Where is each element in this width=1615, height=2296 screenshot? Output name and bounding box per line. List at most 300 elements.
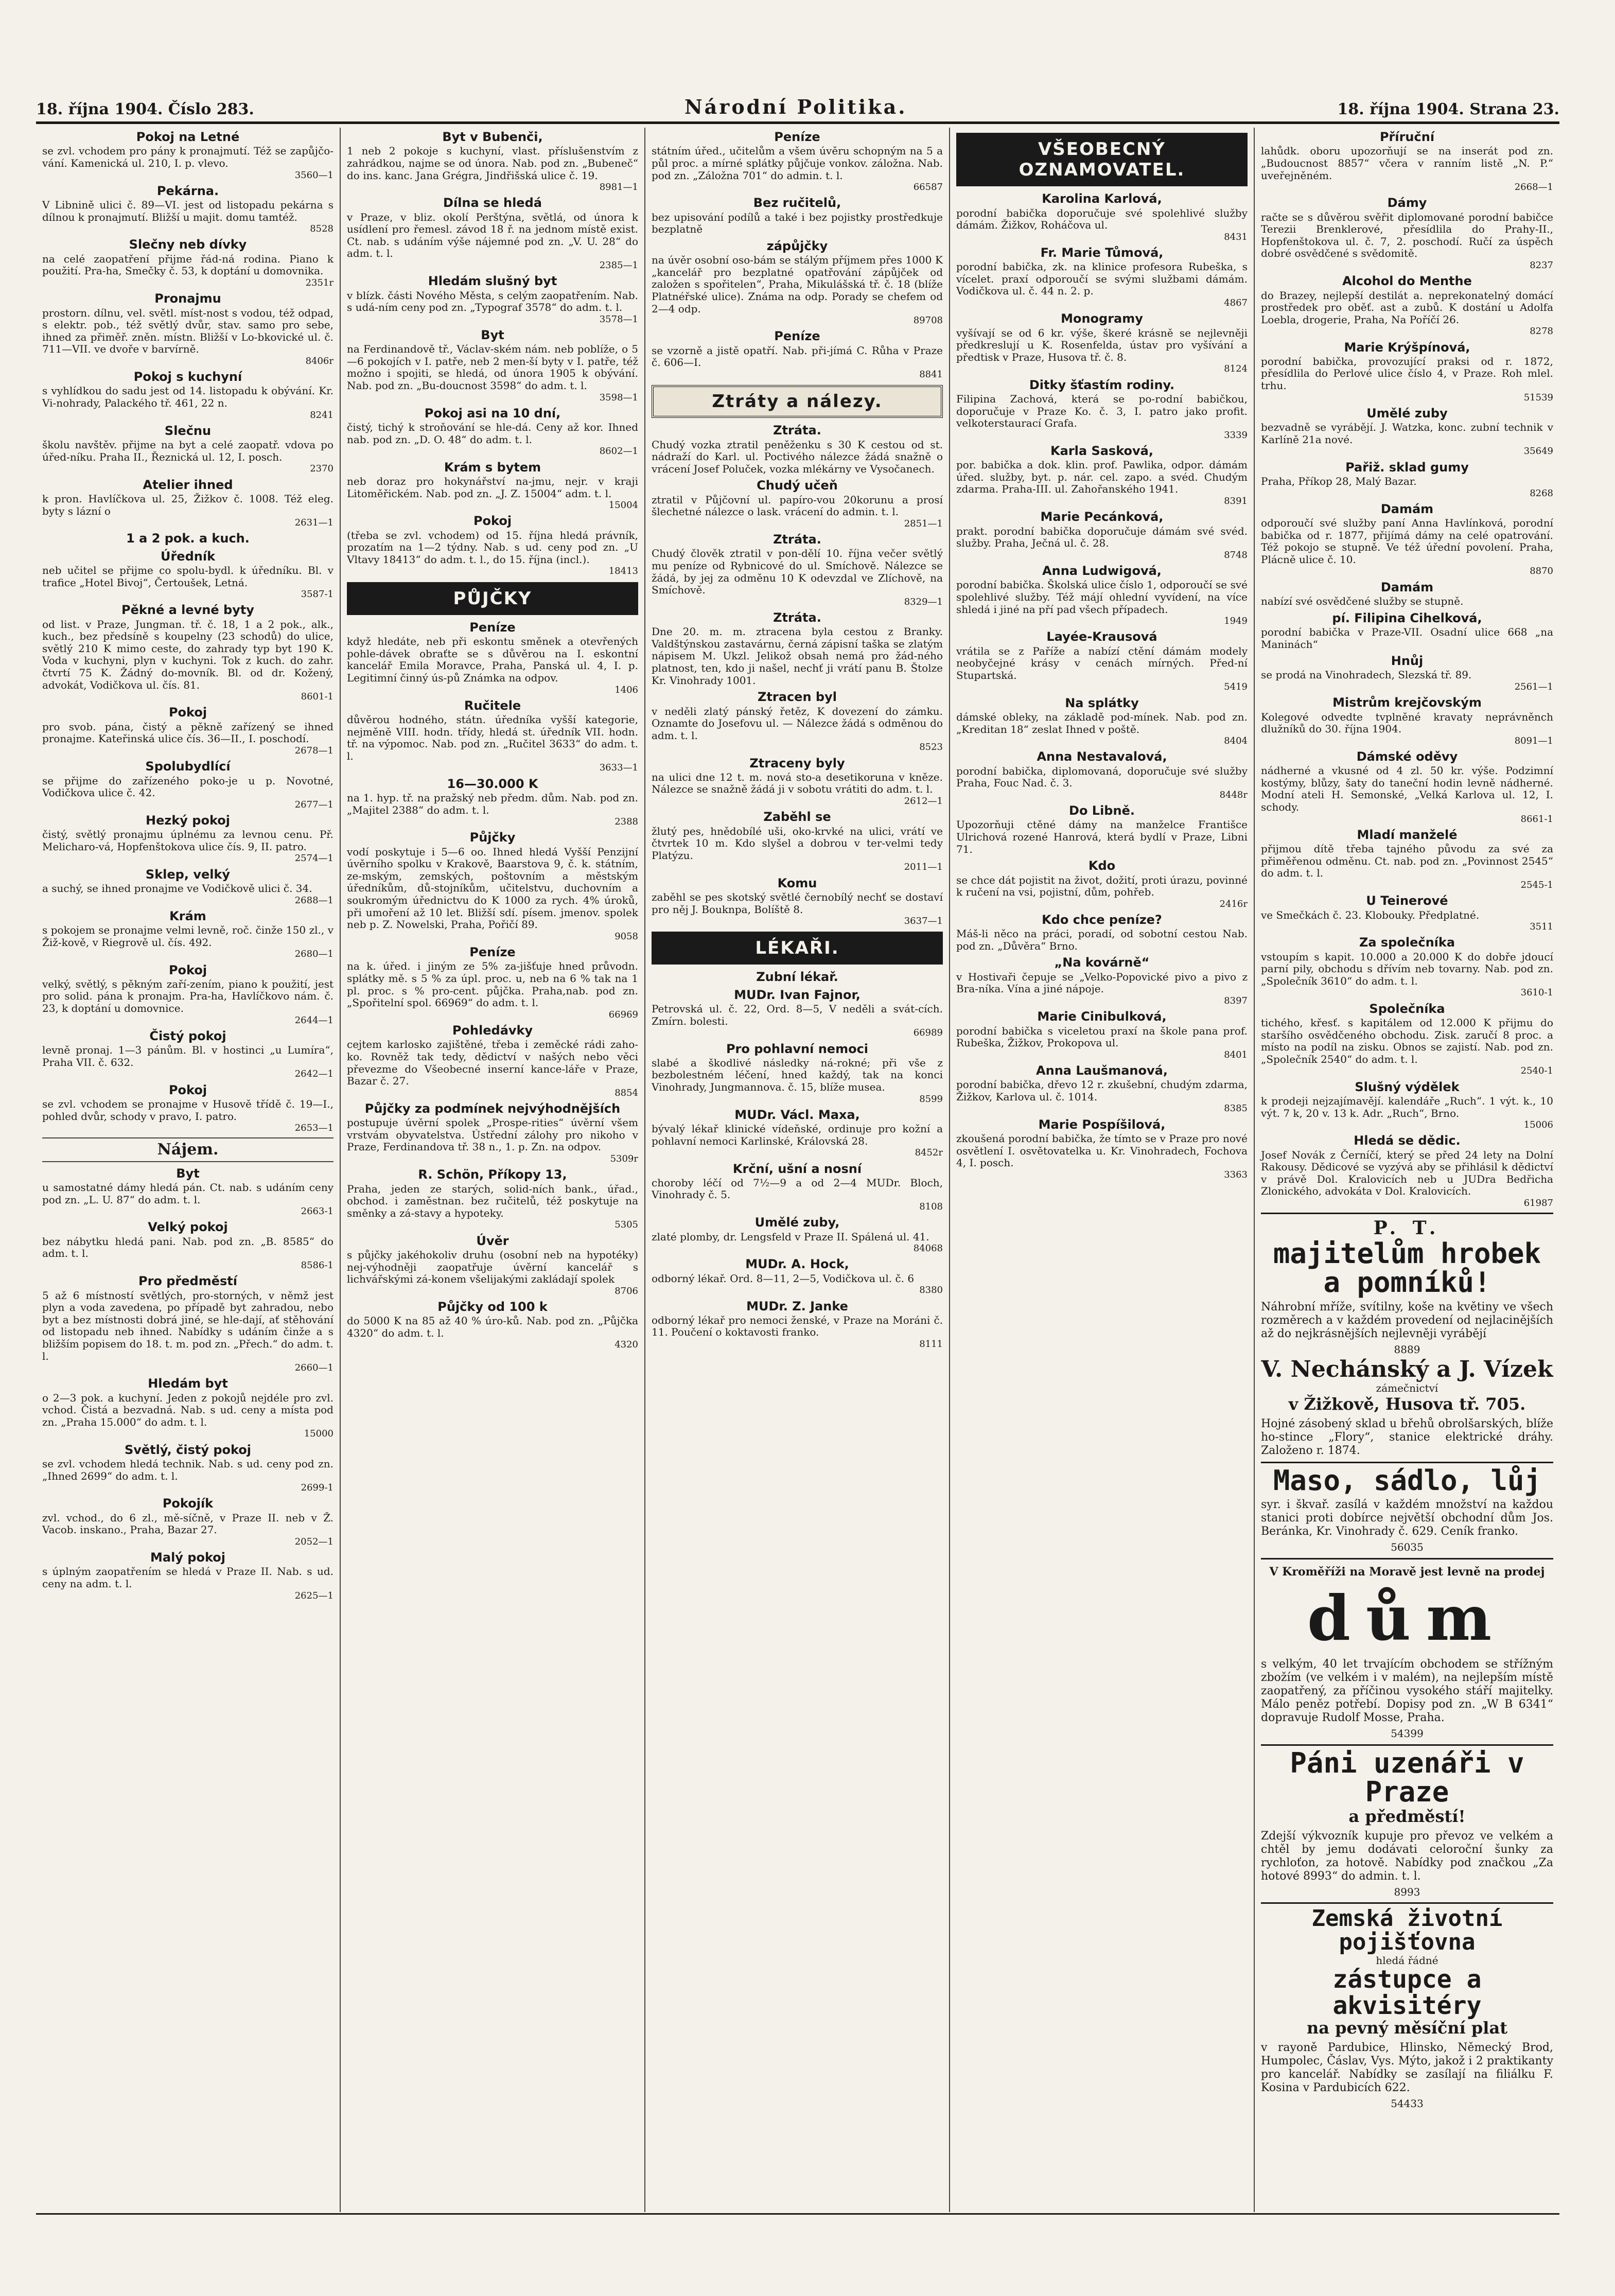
ad-number: 8601-1: [301, 691, 333, 703]
classified-ad: [652, 756, 943, 807]
kromeriz-line: V Kroměříži na Moravě jest levně na prodej: [1269, 1565, 1545, 1579]
classified-ad: [347, 514, 638, 576]
ad-number: 8870: [1530, 566, 1553, 577]
ad-title: Peníze: [774, 329, 820, 344]
ad-title: Monogramy: [1061, 311, 1143, 326]
newspaper-title: Národní Politika.: [684, 95, 907, 118]
ad-number: 8748: [1224, 549, 1248, 560]
ad-text: odborný lékař. Ord. 8—11, 2—5, Vodičkova ul. č. 6: [652, 1272, 915, 1285]
ad-title: Úředník: [160, 549, 216, 564]
ad-text: choroby léčí od 7½—9 a od 2—4 MUDr. Bloch, Vinohrady č. 5.: [652, 1176, 943, 1201]
ad-text: na Ferdinandově tř., Václav-ském nám. neb poblíže, o 5—6 pokojích v I. patře, neb 2 men-ší byty v I. patře, též možno i spojiti, se hledá, od února 1905 k obývání. Nab. pod zn. „Bu-doucnost 3598“ do adm. t. l.: [347, 343, 638, 392]
ad-title: Sklep, velký: [145, 867, 231, 882]
tomb-headline: majitelům hrobek a pomníků!: [1273, 1237, 1541, 1299]
ad-title: Čistý pokoj: [149, 1028, 226, 1043]
classified-ad: [42, 1496, 333, 1547]
ad-title: Byt v Bubenči,: [442, 130, 543, 144]
ad-text: bez nábytku hledá pani. Nab. pod zn. „B. 8585“ do adm. t. l.: [42, 1235, 333, 1260]
ad-text: lahůdk. oboru upozorňují se na inserát pod zn. „Budoucnost 8857“ včera v ranním listě „N. P.“ uveřejněném.: [1261, 145, 1553, 182]
classified-ad: [956, 1063, 1248, 1114]
insurance-headline: Zemská životní pojišťovna: [1311, 1905, 1503, 1956]
ad-number: 8241: [310, 409, 333, 420]
ad-text: neb doraz pro hokynářství na-jmu, nejr. v kraji Litoměřickém. Nab. pod zn. „J. Z. 15004“ adm. t. l.: [347, 475, 638, 500]
classified-ad: [42, 370, 333, 420]
classified-ad: [652, 690, 943, 752]
ad-number: 2545-1: [1520, 880, 1553, 890]
section-heading: Nájem.: [42, 1137, 333, 1162]
ad-text: porodní babička. Školská ulice číslo 1, odporoučí se své spolehlivé služby. Též májí ohlední vyvídení, na více shledá i jiné na pří pad všech případech.: [956, 579, 1248, 616]
classified-ad: [42, 963, 333, 1026]
classified-ad: [1261, 893, 1553, 932]
classified-ad: [652, 130, 943, 192]
meat-num: 56035: [1391, 1541, 1424, 1554]
ad-title: Hnůj: [1391, 654, 1424, 669]
ad-title: Mistrům krejčovským: [1332, 695, 1482, 710]
ad-text: dámské obleky, na základě pod-mínek. Nab. pod zn. „Kreditan 18“ zeslat Ihned v poště.: [956, 710, 1248, 735]
ad-text: 5 až 6 místností světlých, pro-storných, v němž jest plyn a voda zavedena, po případě byt zahradou, nebo byt a bez místnosti dobrá jiné, se hle-dají, ať stěhování od listopadu neb ihned. Nabídky s udáním činže a s bližším popisem do 18. t. m. pod zn. „Přech.“ do adm. t. l.: [42, 1289, 333, 1362]
classified-ad: [956, 803, 1248, 855]
ad-title: Ztráta.: [773, 610, 821, 625]
ad-text: se zvl. vchodem se pronajme v Husově třídě č. 19—I., pohled dvůr, schody v pravo, I. patro.: [42, 1097, 333, 1123]
ad-title: Půjčky: [469, 830, 516, 845]
classified-ad: [652, 239, 943, 326]
ad-text: porodní babička, diplomovaná, doporučuje své služby Praha, Fouc Nad. č. 3.: [956, 764, 1248, 790]
classified-ad: [1261, 1133, 1553, 1208]
ad-text: porodní babička, dřevo 12 r. zkušební, chudým zdarma, Žižkov, Karlova ul. č. 1014.: [956, 1078, 1248, 1103]
ad-title: Ztraceny byly: [749, 756, 845, 770]
column-4: [950, 128, 1255, 2212]
ad-title: Krám: [169, 908, 206, 923]
ad-title: Layée-Krausová: [1046, 629, 1157, 644]
ad-number: 4867: [1224, 297, 1248, 309]
classified-ad: [956, 1009, 1248, 1060]
ad-text: s pokojem se pronajme velmi levně, roč. činže 150 zl., v Žiž-kově, v Riegrově ul. čís. 492.: [42, 924, 333, 949]
column-1: [36, 128, 341, 2212]
ad-number: 61987: [1523, 1198, 1553, 1209]
ad-title: Příruční: [1379, 130, 1435, 144]
classified-ad: [652, 478, 943, 529]
classified-ad: [1261, 130, 1553, 192]
ad-text: na celé zaopatření přijme řád-ná rodina. Piano k použití. Pra-ha, Smečky č. 53, k doptání u domovnika.: [42, 252, 333, 277]
ad-number: 2688—1: [294, 895, 333, 906]
ad-number: 3598—1: [599, 392, 638, 403]
ad-text: porodní babička doporučuje své spolehlivé služby dámám. Žižkov, Roháčova ul.: [956, 206, 1248, 232]
ad-title: Dámy: [1387, 196, 1427, 211]
ad-title: 16—30.000 K: [447, 776, 538, 791]
ad-text: tichého, křesť. s kapitálem od 12.000 K přijmu do staršího osvědčeného obchodu. Zisk. zaručí 8 proc. a místo na podíl na zisku. Obnos se zajistí. Nab. pod zn. „Společník 2540“ do adm. t. l.: [1261, 1016, 1553, 1065]
ad-text: o 2—3 pok. a kuchyní. Jeden z pokojů nejdéle pro zvl. vchod. Čistá a bezvadná. Nab. s ud. ceny a místa pod zn. „Praha 15.000“ do adm. t. l.: [42, 1391, 333, 1428]
ad-title: Byt: [481, 327, 504, 342]
ad-title: U Teinerové: [1366, 893, 1448, 908]
ad-number: 2574—1: [294, 853, 333, 864]
ad-number: 8706: [615, 1285, 638, 1296]
ad-number: 2370: [310, 463, 333, 475]
classified-ad: [42, 237, 333, 288]
ad-text: s půjčky jakéhokoliv druhu (osobní neb na hypotéky) nej-výhodněji zaopatřuje úvěrní kancelář s lichvářskými zá-konem všelijakými zakládají spolek: [347, 1248, 638, 1286]
ad-text: zkoušená porodní babička, že tímto se v Praze pro nové osvětlení I. osvětovatelka u. Kr. Vinohradech, Fochova 4, I. posch.: [956, 1132, 1248, 1169]
ad-number: 1406: [615, 684, 638, 695]
classified-ad: [42, 291, 333, 366]
ad-number: 3339: [1224, 429, 1248, 441]
tomb-num: 8889: [1394, 1343, 1420, 1356]
ad-text: na úvěr osobní oso-bám se stálým příjmem přes 1000 K „kancelář pro bezplatné opatřování zápůjček od založen s spořitelen“, Praha, Mikulášská tř. č. 18 (blíže Platnéřské ulice). Známa na odp. Porady se chefem od 2—4 odp.: [652, 254, 943, 315]
butchers-sub: a předměstí!: [1348, 1807, 1466, 1827]
ad-title: zápůjčky: [766, 238, 828, 253]
column-3: [645, 128, 950, 2212]
classified-ad: [956, 510, 1248, 560]
header-left: 18. října 1904. Číslo 283.: [36, 100, 254, 118]
agents-headline: zástupce a akvisitéry: [1332, 1965, 1482, 2020]
ad-title: Hezký pokoj: [146, 813, 230, 828]
ad-number: 2653—1: [294, 1123, 333, 1134]
ad-number: 89708: [913, 315, 943, 326]
ad-text: u samostatné dámy hledá pán. Ct. nab. s udáním ceny pod zn. „L. U. 87“ do adm. t. l.: [42, 1181, 333, 1206]
ad-text: V Libnině ulici č. 89—VI. jest od listopadu pekárna s dílnou k pronajmutí. Bližší u majit. domu tamtéž.: [42, 199, 333, 223]
ad-title: Pokojík: [162, 1496, 214, 1511]
classified-ad: [347, 1234, 638, 1296]
classified-ad: [956, 378, 1248, 441]
ad-title: Pokoj na Letné: [136, 130, 240, 144]
ad-number: 8111: [919, 1339, 943, 1350]
ad-text: Upozorňuji ctěné dámy na manželce Františce Ulrichová rozené Hanrová, která bydlí v Praze, Libni 71.: [956, 818, 1248, 855]
classified-ad: [42, 1443, 333, 1494]
ad-title: Hledám byt: [148, 1376, 228, 1391]
ad-title: Společníka: [1369, 1001, 1445, 1016]
classified-ad: [347, 196, 638, 271]
ad-number: 2663-1: [301, 1206, 333, 1217]
ad-number: 8523: [919, 742, 943, 753]
ad-title: Pokoj: [168, 1082, 207, 1097]
ad-number: 8237: [1530, 260, 1553, 271]
classified-ad: [347, 130, 638, 192]
ad-title: Na splátky: [1065, 695, 1139, 710]
classified-ad: [1261, 196, 1553, 271]
butchers-headline: Páni uzenáři v Praze: [1290, 1746, 1524, 1809]
column-5: [1255, 128, 1559, 2212]
ad-number: 3578—1: [599, 313, 638, 325]
ad-text: Praha, jeden ze starých, solid-ních bank., úřad., obchod. i zaměstnan. bez ručitelů, též poskytuje na směnky a zá-stavy a hypoteky.: [347, 1182, 638, 1219]
ad-title: Půjčky za podmínek nejvýhodnějších: [364, 1101, 621, 1116]
butchers-ad: [1261, 1744, 1553, 1899]
classified-ad: [42, 1274, 333, 1373]
ad-title: Zaběhl se: [763, 810, 831, 825]
ad-text: v Hostivaři čepuje se „Velko-Popovické pivo a pivo z Bra-níka. Vína a jiné nápoje.: [956, 970, 1248, 995]
ad-number: 2699-1: [301, 1482, 333, 1494]
classified-ad: [956, 311, 1248, 374]
classified-ad: [42, 531, 333, 546]
ad-title: Hledá se dědic.: [1354, 1133, 1461, 1148]
ad-title: R. Schön, Příkopy 13,: [418, 1167, 567, 1182]
ad-title: Pekárna.: [156, 183, 219, 198]
ad-title: Úvěr: [476, 1233, 509, 1248]
ad-text: žlutý pes, hnědobílé uši, oko-krvké na ulici, vrátí ve čtvrtek 10 m. Kdo slyšel a dobrou v ter-velmi tedy Platýzu.: [652, 825, 943, 862]
ad-text: v Praze, v bliz. okolí Perštýna, světlá, od února k usídlení pro řemesl. závod 18 ř. na jednom místě exist. Ct. nab. s udáním výše nájemné pod zn. „V. U. 28“ do adm. t. l.: [347, 211, 638, 260]
classified-ad: [956, 629, 1248, 692]
ad-title: Hledám slušný byt: [428, 274, 557, 289]
classified-ad: [652, 1108, 943, 1159]
ad-number: 8448r: [1219, 789, 1248, 800]
ad-number: 2011—1: [904, 862, 943, 873]
classified-ad: [42, 603, 333, 702]
ad-title: Pokoj asi na 10 dní,: [424, 406, 561, 420]
ad-title: Komu: [777, 875, 817, 890]
bottom-rule: [36, 2213, 1559, 2215]
ad-text: vodí poskytuje i 5—6 oo. Ihned hledá Vyšší Penzijní úvěrního spolku v Krakově, Baarstova 9, č. k. státním, ze-mským, zemských, poštovním a městským úředníkům, dů-stojníkům, učitelstvu, duchovním a soukromým úřednictvu do K 1000 za rych. 4% úroků, při umoření až 10 let. Bližší sdí. písem. jmenov. spolek neb p. Z. Nowelski, Praha, Pořičí 89.: [347, 845, 638, 931]
classified-ad: [1261, 340, 1553, 403]
ad-title: 1 a 2 pok. a kuch.: [126, 531, 250, 546]
ad-number: 8108: [919, 1201, 943, 1213]
ad-text: nabízí své osvědčené služby se stupně.: [1261, 595, 1464, 608]
ad-text: zaběhl se pes skotský světlé černobílý nechť se dostaví pro něj J. Bouknpa, Bolíště 8.: [652, 890, 943, 916]
ad-number: 3587-1: [301, 589, 333, 600]
ad-number: 8841: [919, 369, 943, 380]
classified-ad: [652, 532, 943, 607]
classified-ad: [347, 328, 638, 403]
classified-ad: [347, 777, 638, 828]
classified-ad: [956, 246, 1248, 308]
ad-number: 3363: [1224, 1169, 1248, 1180]
ad-title: MUDr. A. Hock,: [745, 1257, 849, 1272]
ad-title: Dílna se hledá: [443, 196, 542, 211]
ad-text: vstoupím s kapit. 10.000 a 20.000 K do dobře jdoucí parní pily, obchodu s dřívím neb tovarny. Nab. pod zn. „Společník 3610“ do adm. t. l.: [1261, 950, 1553, 987]
classified-ad: [1261, 502, 1553, 577]
ad-number: 8401: [1224, 1049, 1248, 1060]
ad-text: přijmou dítě třeba tajného původu za své za přiměřenou odměnu. Ct. nab. pod zn. „Povinnost 2545“ do adm. t. l.: [1261, 843, 1553, 880]
ad-number: 2625—1: [294, 1590, 333, 1601]
ad-title: Umělé zuby: [1366, 406, 1448, 420]
ad-title: Ztráta.: [773, 532, 821, 547]
butchers-body: Zdejší výkvozník kupuje pro převoz ve velkém a chtěl by jemu dodávati celoroční šunky za rychloťon, za hotově. Nabídky pod značkou „Za hotové 8993“ do admin. t. l.: [1261, 1829, 1553, 1883]
ad-text: k pron. Havlíčkova ul. 25, Žižkov č. 1008. Též eleg. byty s lázní o: [42, 492, 333, 517]
ad-title: Fr. Marie Tůmová,: [1040, 245, 1164, 260]
classified-ad: [347, 406, 638, 457]
ad-number: 2851—1: [904, 518, 943, 529]
ad-title: Slušný výdělek: [1355, 1079, 1460, 1094]
ad-title: MUDr. Václ. Maxa,: [734, 1107, 860, 1122]
classified-ad: [652, 970, 943, 984]
ad-text: por. babička a dok. klin. prof. Pawlika, odpor. dámám úřed. služby, byt. p. nár. cel. zapo. a svéd. Chudým zdarma. Praha-III. ul. Zahořanského 1941.: [956, 459, 1248, 496]
tomb-body: Náhrobní mříže, svítilny, koše na květiny ve všech rozměrech a v každém provedení od nejlacinějších až do nejkrásnějších nejlevněji vyrábějí: [1261, 1301, 1553, 1341]
column-5-small-ads: [1261, 130, 1553, 1208]
ad-number: 2416r: [1219, 898, 1248, 909]
ad-number: 8602—1: [599, 446, 638, 457]
ad-title: MUDr. Ivan Fajnor,: [734, 987, 861, 1002]
top-rule: [36, 121, 1559, 124]
classified-ad: [956, 858, 1248, 909]
classified-ad: [1261, 935, 1553, 998]
ad-title: Damám: [1380, 580, 1434, 594]
classified-ad: [347, 460, 638, 511]
ad-text: cejtem karlosko zajištěné, třeba i zeměcké rádi zaho-ko. Rovněž tak tedy, dědictví v našých nebo věci převezme do Všeobecné inserní kance-láře v Praze, Bazar č. 27.: [347, 1038, 638, 1088]
ad-text: se přijme do zařízeného poko-je u p. Novotné, Vodičkova ulice č. 42.: [42, 774, 333, 799]
ad-number: 8431: [1224, 231, 1248, 242]
ad-title: Pro předměstí: [138, 1274, 237, 1289]
ad-text: k prodeji nejzajímavějí. kalendáře „Ruch“. 1 výt. k., 10 výt. 7 k, 20 v. 13 k. Adr. „Ruch“, Brno.: [1261, 1094, 1553, 1119]
ad-text: levně pronaj. 1—3 pánům. Bl. v hostinci „u Lumíra“, Praha VII. č. 632.: [42, 1044, 333, 1068]
tomb-railings-ad: [1261, 1213, 1553, 1457]
ad-title: Ručitele: [464, 698, 521, 713]
tomb-trade: zámečnictví: [1376, 1382, 1438, 1395]
ad-number: 15006: [1523, 1119, 1553, 1131]
ad-columns: [36, 128, 1559, 2212]
ad-title: Atelier ihned: [143, 477, 233, 492]
insurance-sub: hledá řádné: [1376, 1954, 1438, 1967]
ad-text: zlaté plomby, dr. Lengsfeld v Praze II. Spálená ul. 41.: [652, 1230, 929, 1243]
ad-title: Anna Laušmanová,: [1036, 1063, 1168, 1078]
classified-ad: [347, 620, 638, 695]
ad-number: 8329—1: [904, 596, 943, 607]
house-headline: dům: [1307, 1582, 1507, 1655]
ad-number: 3511: [1530, 921, 1553, 933]
classified-ad: [42, 867, 333, 906]
ad-text: do Brazey, nejlepší destilát a. neprekonatelný domácí prostředek pro oběť. ast a zubů. K dostání u Adolfa Loebla, drogerie, Praha, Na Poříčí 26.: [1261, 289, 1553, 326]
ad-text: prostorn. dílnu, vel. světl. míst-nost s vodou, též odpad, s elektr. pob., též světlý dvůr, stav. samo pro sebe, ihned za přiměř. zněn. místn. Bližší v Lo-bkovické ul. č. 711—VII. ve dvoře v barvírně.: [42, 306, 333, 356]
ad-title: Peníze: [774, 130, 820, 144]
ad-text: od list. v Praze, Jungman. tř. č. 18, 1 a 2 pok., alk., kuch., bez předsíně s koupelny (23 schodů) do ulice, světlý 210 K mimo ceste, do zahrady typ byt 190 K. Voda v kuchyni, plyn v kuchyni. Tok z kuch. do zahr. čtvrtí 75 K. Žádný do-movník. Bl. od dr. Kožený, advokát, Vodičkova ul. čís. 81.: [42, 618, 333, 691]
ad-text: velký, světlý, s pěkným zaří-zením, piano k použití, jest pro solid. pána k pronajm. Pra-ha, Havlíčkovo nám. č. 23, k doptání u domovnice.: [42, 977, 333, 1015]
ad-text: Chudý člověk ztratil v pon-dělí 10. října večer světlý mu peníze od Rybnicové do ul. Smíchově. Nálezce se žádá, by jej za odměnu 10 K odevzdal ve Zlíchově, na Smíchově.: [652, 547, 943, 597]
classified-ad: [42, 478, 333, 529]
classified-ad: [1261, 611, 1553, 651]
ad-title: Půjčky od 100 k: [437, 1299, 548, 1314]
section-banner: Ztráty a nálezy.: [652, 385, 943, 418]
classified-ad: [956, 749, 1248, 800]
ad-number: 2052—1: [294, 1536, 333, 1547]
classified-ad: [956, 1117, 1248, 1180]
classified-ad: [347, 698, 638, 774]
classified-ad: [652, 423, 943, 475]
ad-title: MUDr. Z. Janke: [746, 1299, 848, 1313]
butchers-num: 8993: [1394, 1885, 1420, 1898]
ad-text: Chudý vozka ztratil peněženku s 30 K cestou od st. nádraží do Karl. ul. Poctivého nálezce žádá snažně o vrácení Josef Poluček, vozka mlékárny ve Vysočanech.: [652, 438, 943, 475]
ad-text: pro svob. pána, čistý a pěkně zařízený se ihned pronajme. Kateřinská ulice čís. 36—II., I. poschodí.: [42, 720, 333, 745]
header-right: 18. října 1904. Strana 23.: [1337, 100, 1559, 118]
ad-text: důvěrou hodného, státn. úředníka vyšší kategorie, nejměně VIII. hodn. třídy, hledá st. úředník VII. hodn. tř. na výpomoc. Nab. pod zn. „Ručitel 3633“ do adm. t. l.: [347, 713, 638, 762]
ad-number: 8406r: [305, 355, 333, 366]
classified-ad: [42, 1083, 333, 1134]
ad-text: čistý, světlý pronajmu úplnému za levnou cenu. Př. Melicharo-vá, Hopfenštokova ulice čís. 9, II. patro.: [42, 828, 333, 853]
classified-ad: [42, 909, 333, 960]
classified-ad: [652, 1162, 943, 1213]
ad-number: 8854: [615, 1087, 638, 1098]
ad-number: 5309r: [610, 1153, 638, 1165]
ad-title: Marie Cinibulková,: [1037, 1009, 1167, 1024]
ad-title: Spolubydlící: [145, 759, 231, 774]
ad-number: 2631—1: [294, 517, 333, 529]
ad-title: Pokoj: [473, 514, 512, 529]
classified-ad: [1261, 460, 1553, 499]
ad-title: Pařiž. sklad gumy: [1345, 460, 1469, 475]
insurance-body: v rayoně Pardubice, Hlinsko, Německý Brod, Humpolec, Čáslav, Vys. Mýto, jakož i 2 praktikanty pro kancelář. Nabídky se zasílají na filiálku F. Kosina v Pardubicích 622.: [1261, 2041, 1553, 2094]
ad-title: Velký pokoj: [148, 1220, 228, 1235]
ad-title: „Na kovárně“: [1054, 955, 1150, 970]
ad-title: pí. Filipina Cihelková,: [1332, 610, 1482, 625]
ad-text: neb učitel se přijme co spolu-bydl. k úředníku. Bl. v trafice „Hotel Bivoj“, Čertoušek, Letná.: [42, 564, 333, 589]
ad-title: Malý pokoj: [150, 1550, 225, 1565]
classified-ad: [42, 759, 333, 810]
classified-ad: [42, 424, 333, 475]
classified-ad: [1261, 274, 1553, 337]
ad-number: 51539: [1523, 392, 1553, 403]
ad-text: čistý, tichý k stroňování se hle-dá. Ceny až kor. Ihned nab. pod zn. „D. O. 48“ do adm. t. l.: [347, 421, 638, 446]
ad-title: Pohledávky: [452, 1023, 533, 1038]
tomb-note: Hojné zásobený sklad u břehů obrolšarských, blíže ho-stince „Flory“, stanice elektrické dráhy. Založeno r. 1874.: [1261, 1417, 1553, 1457]
ad-number: 2660—1: [294, 1362, 333, 1374]
classified-ad: [42, 549, 333, 600]
classified-ad: [652, 810, 943, 872]
ad-text: se zvl. vchodem pro pány k pronajmutí. Též se zapůjčo-vání. Kamenická ul. 210, I. p. vlevo.: [42, 145, 333, 169]
ad-text: odborný lékař pro nemoci ženské, v Praze na Moráni č. 11. Poučení o koktavosti franko.: [652, 1313, 943, 1339]
meat-headline: Maso, sádlo, lůj: [1273, 1464, 1541, 1497]
ad-title: Krční, ušní a nosní: [732, 1161, 862, 1176]
classified-ad: [42, 184, 333, 235]
ad-title: Karolina Karlová,: [1042, 191, 1162, 206]
section-banner: LÉKAŘI.: [652, 932, 943, 965]
ad-title: Dámské oděvy: [1356, 749, 1458, 764]
classified-ad: [42, 1376, 333, 1439]
ad-title: Ditky šťastím rodiny.: [1029, 377, 1175, 392]
ad-text: 1 neb 2 pokoje s kuchyní, vlast. příslušenstvím z zahrádkou, najme se od února. Nab. pod zn. „Bubeneč“ do ins. kanc. Jana Grégra, Jindřišská ulice č. 19.: [347, 145, 638, 182]
classified-ad: [1261, 1002, 1553, 1077]
ad-text: vrátila se z Paříže a nabízí ctění dámám modely neobyčejné krásy v cenách mírných. Před-ní Stupartská.: [956, 644, 1248, 681]
ad-title: Anna Ludwigová,: [1042, 564, 1162, 578]
ad-text: ztratil v Půjčovní ul. papíro-vou 20korunu a prosí šlechetné nálezce o lask. vrácení do admin. t. l.: [652, 493, 943, 518]
ad-title: Pokoj: [168, 705, 207, 720]
ad-title: Kdo: [1088, 858, 1116, 873]
classified-ad: [42, 1029, 333, 1080]
ad-title: Pro pohlavní nemoci: [726, 1041, 869, 1056]
section-banner: VŠEOBECNÝ OZNAMOVATEL.: [956, 133, 1248, 186]
ad-text: porodní babička, zk. na klinice profesora Rubeška, s vícelet. praxí odporoučí se svými službami dámám. Vodičkova ul. č. 44 n. 2. p.: [956, 260, 1248, 297]
ad-text: na 1. hyp. tř. na pražský neb předm. dům. Nab. pod zn. „Majitel 2388“ do adm. t. l.: [347, 791, 638, 816]
ad-text: Kolegové odvedte tvplněné kravaty neprávněnch dlužníků do 30. října 1904.: [1261, 710, 1553, 735]
classified-ad: [347, 945, 638, 1020]
ad-number: 8981—1: [599, 182, 638, 193]
ad-text: školu navštěv. přijme na byt a celé zaopatř. vdova po úřed-níku. Praha II., Řeznická ul. 12, I. posch.: [42, 439, 333, 463]
ad-text: nádherné a vkusné od 4 zl. 50 kr. výše. Podzimní kostýmy, blůzy, šaty do taneční hodin levně nádherné. Modní ateli H. Semonské, „Velká Karlova ul. 12, I. schody.: [1261, 764, 1553, 814]
ad-title: Pěkné a levné byty: [121, 603, 254, 618]
ad-text: vyšívají se od 6 kr. výše, škeré krásně se nejlevněji předkreslují u K. Rosenfelda, ústav pro vyšívání a předtisk v Praze, Husova tř. č. 8.: [956, 326, 1248, 363]
classified-ad: [1261, 654, 1553, 692]
ad-text: račte se s důvěrou svěřit diplomované porodní babičce Terezii Brenklerové, přesídlila do Prahy-II., Hopfenštokova ul. č. 7, 2. poschodí. Ručí za úspěch dobré osvědčené s svědomitě.: [1261, 211, 1553, 260]
ad-number: 9058: [615, 931, 638, 942]
classified-ad: [1261, 1080, 1553, 1131]
classified-ad: [347, 1023, 638, 1098]
ad-number: 8599: [919, 1093, 943, 1105]
ad-number: 8268: [1530, 487, 1553, 499]
classified-ad: [42, 1550, 333, 1601]
ad-title: Světlý, čistý pokoj: [124, 1442, 252, 1457]
ad-title: Bez ručitelů,: [753, 196, 841, 211]
ad-text: státním úřed., učitelům a všem úvěru schopným na 5 a půl proc. a mírné splátky půjčuje vonkov. záložna. Nab. pod zn. „Záložna 701“ do admin. t. l.: [652, 145, 943, 182]
ad-number: 35649: [1523, 446, 1553, 457]
ad-text: odporoučí své služby paní Anna Havlínková, porodní babička od r. 1877, přijímá dámy na celé opatrování. Též pokojo se stupně. Ve též úřední povolení. Praha, Plácně ulice č. 10.: [1261, 517, 1553, 566]
ad-title: Anna Nestavalová,: [1037, 749, 1167, 764]
ad-text: porodní babička v Praze-VII. Osadní ulice 668 „na Maninách“: [1261, 625, 1553, 651]
classified-ad: [42, 1220, 333, 1271]
ad-number: 2680—1: [294, 949, 333, 960]
ad-number: 8380: [919, 1285, 943, 1296]
ad-text: v neděli zlatý pánský řetěz, K dovezení do zámku. Oznamte do Josefovu ul. — Nálezce žádá s odměnou do adm. t. l.: [652, 705, 943, 742]
ad-number: 2668—1: [1514, 182, 1553, 193]
classified-ad: [1261, 580, 1553, 608]
ad-text: Dne 20. m. m. ztracena byla cestou z Branky. Valdštýnskou zastavárnu, černá zápisní taška se zlatým nápisem M. Ukzl. Jelikož obsah nemá pro žád-ného platnost, ten, kdo ji našel, nechť ji vrátí panu B. Štolze Kr. Vinohrady 1001.: [652, 625, 943, 687]
ad-text: Josef Novák z Černíčí, který se před 24 lety na Dolní Rakousy. Dědicové se vyzývá aby se přihlásil k dědictví v právě Dol. Kralovicích neb u JUDra Bedřicha Zlonického, advokáta v Dol. Kralovicích.: [1261, 1148, 1553, 1198]
ad-number: 8091—1: [1514, 735, 1553, 746]
ad-text: se chce dát pojistit na život, dožití, proti úrazu, povinné k ručení na vsi, pojistní, dům, pohřeb.: [956, 873, 1248, 899]
ad-text: porodní babička s viceletou praxí na škole pana prof. Rubeška, Žižkov, Prokopova ul.: [956, 1024, 1248, 1049]
ad-text: (třeba se zvl. vchodem) od 15. října hledá právník, prozatím na 1—2 týdny. Nab. s ud. ceny pod zn. „U Vltavy 18413“ do adm. t. l., do 15. října (incl.).: [347, 529, 638, 566]
